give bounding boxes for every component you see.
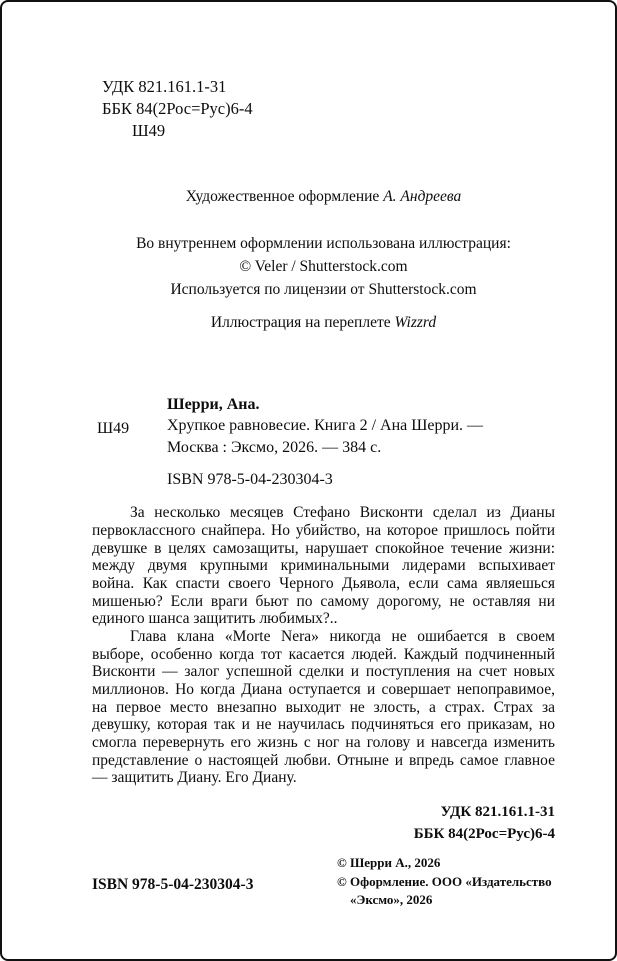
inner-illustration-line2: © Veler / Shutterstock.com — [239, 258, 408, 276]
annotation — [92, 504, 555, 787]
bbk-code-top: ББК 84(2Рос=Рус)6-4 — [102, 98, 253, 118]
margin-author-sign: Ш49 — [97, 419, 130, 437]
author-heading: Шерри, Ана. — [167, 395, 260, 413]
author-sign-top: Ш49 — [132, 120, 166, 140]
footer-bbk-code: ББК 84(2Рос=Рус)6-4 — [413, 826, 555, 843]
bottom-row — [92, 854, 557, 909]
cover-illustration-label: Иллюстрация на переплете — [210, 313, 391, 331]
annotation-paragraph-1: За несколько месяцев Стефано Висконти сделал из Дианы первоклассного снайпера. Но убийство, на которое пришлось пойти девушке в целях самозащиты, нарушает спокойное течение жизни: между двумя крупными криминальными лидерами вспыхивает война. Как спасти своего Черного Дьявола, если сама являешься мишенью? Если враги бьют по самому дорогому, не оставляя ни единого шанса защитить любимых?.. — [92, 504, 555, 628]
udk-code-top: УДК 821.161.1-31 — [102, 77, 227, 96]
copyright-line-publisher: © Оформление. ООО «Издательство «Эксмо», 2026 — [337, 873, 552, 907]
bibliographic-codes-bottom — [92, 801, 555, 846]
bibliographic-description: Хрупкое равновесие. Книга 2 / Ана Шерри. — Москва : Эксмо, 2026. — 384 с. — [167, 417, 484, 456]
bottom-isbn: ISBN 978-5-04-230304-3 — [92, 876, 254, 894]
bibliographic-codes-top — [102, 76, 555, 142]
copyright-line-author: © Шерри А., 2026 — [337, 855, 441, 871]
inner-illustration-line1: Во внутреннем оформлении использована иллюстрация: — [136, 234, 511, 252]
footer-udk-code: УДК 821.161.1-31 — [440, 803, 555, 820]
design-credit — [92, 188, 555, 206]
design-credit-label: Художественное оформление — [185, 187, 380, 205]
isbn-line: ISBN 978-5-04-230304-3 — [167, 471, 333, 489]
copyright-block — [337, 854, 557, 909]
cover-illustration-note — [92, 314, 555, 332]
inner-illustration-note — [92, 232, 555, 302]
catalog-entry — [92, 394, 555, 459]
annotation-paragraph-2: Глава клана «Morte Nera» никогда не ошибается в своем выборе, особенно когда тот касается людей. Каждый подчиненный Висконти — залог успешной сделки и поступления на счет новых миллионов. Но когда Диана оступается и совершает непоправимое, на первое место внезапно выходит не злость, а страх. Страх за девушку, которая так и не научилась подчиняться его приказам, но смогла перевернуть его жизнь с ног на голову и навсегда изменить представление о настоящей любви. Отныне и впредь самое главное — защитить Диану. Его Диану. — [92, 627, 555, 787]
cover-illustration-name: Wizzrd — [394, 313, 437, 331]
inner-illustration-line3: Используется по лицензии от Shutterstock.com — [170, 281, 477, 299]
design-credit-name: А. Андреева — [383, 187, 462, 205]
